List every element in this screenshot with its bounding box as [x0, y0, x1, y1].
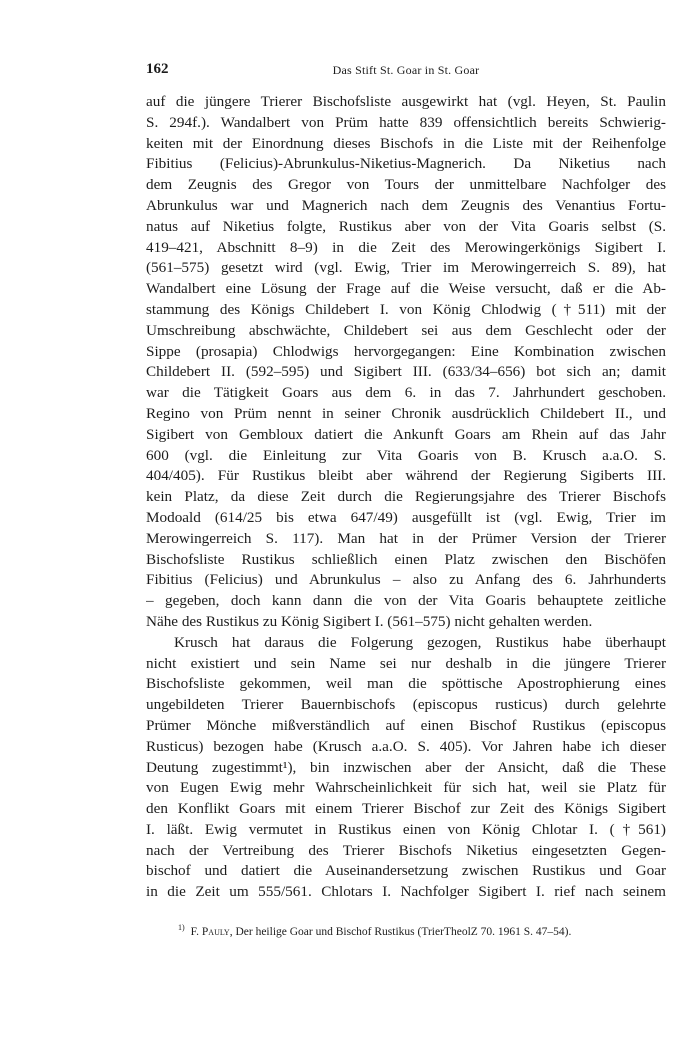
page-header [146, 61, 666, 81]
text-line: dem Zeugnis des Gregor von Tours der unmittelbare Nachfolger des [146, 176, 666, 194]
text-line: Rusticus) bezogen habe (Krusch a.a.O. S. 405). Vor Jahren habe ich dieser [146, 737, 666, 755]
text-line: Bischofsliste Rustikus schließlich einen Platz zwischen den Bischöfen [146, 550, 666, 568]
footnote-text: , Der heilige Goar und Bischof Rustikus (TrierTheolZ 70. 1961 S. 47–54). [229, 925, 572, 938]
text-line: 404/405). Für Rustikus bleibt aber während der Regierung Sigiberts III. [146, 467, 666, 485]
text-line: 419–421, Abschnitt 8–9) in die Zeit des Merowingerkönigs Sigibert I. [146, 238, 666, 256]
footnote [146, 920, 666, 940]
text-line: 600 (vgl. die Einleitung zur Vita Goaris von B. Krusch a.a.O. S. [146, 446, 666, 464]
text-line: keiten mit der Einordnung dieses Bischofs in die Liste mit der Reihenfolge [146, 134, 666, 152]
text-line: S. 294f.). Wandalbert von Prüm hatte 839 offensichtlich bereits Schwierig- [146, 113, 666, 131]
text-line: Bischofsliste gekommen, weil man die spöttische Apostrophierung eines [146, 675, 666, 693]
text-line: Sigibert von Gembloux datiert die Ankunft Goars am Rhein auf das Jahr [146, 425, 666, 443]
text-line: Wandalbert eine Lösung der Frage auf die Weise versucht, daß er die Ab- [146, 280, 666, 298]
text-line: (561–575) gesetzt wird (vgl. Ewig, Trier im Merowingerreich S. 89), hat [146, 259, 666, 277]
text-line: I. läßt. Ewig vermutet in Rustikus einen von König Chlotar I. (†561) [146, 820, 666, 838]
text-line: Regino von Prüm nennt in seiner Chronik ausdrücklich Childebert II., und [146, 404, 666, 422]
text-line: Fibitius (Felicius) und Abrunkulus – also zu Anfang des 6. Jahrhunderts [146, 571, 666, 589]
text-line: Deutung zugestimmt¹), bin inzwischen aber der Ansicht, daß die These [146, 758, 666, 776]
text-line: nicht existiert und sein Name sei nur deshalb in die jüngere Trierer [146, 654, 666, 672]
text-line: nach der Vertreibung des Trierer Bischofs Niketius eingesetzten Gegen- [146, 841, 666, 859]
text-line: Prümer Mönche mißverständlich auf einen Bischof Rustikus (episcopus [146, 716, 666, 734]
text-line: stammung des Königs Childebert I. von König Chlodwig (†511) mit der [146, 300, 666, 318]
text-line: Modoald (614/25 bis etwa 647/49) ausgefüllt ist (vgl. Ewig, Trier im [146, 508, 666, 526]
text-line: Merowingerreich S. 117). Man hat in der Prümer Version der Trierer [146, 529, 666, 547]
running-title: Das Stift St. Goar in St. Goar [332, 63, 480, 77]
text-line: Abrunkulus war und Magnerich nach dem Zeugnis des Venantius Fortu- [146, 196, 666, 214]
text-line: Childebert II. (592–595) und Sigibert III. (633/34–656) bot sich an; damit [146, 363, 666, 381]
text-line: Umschreibung abschwächte, Childebert sei aus dem Geschlecht oder der [146, 321, 666, 339]
text-line: Sippe (prosapia) Chlodwigs hervorgegangen: Eine Kombination zwischen [146, 342, 666, 360]
footnote-marker: 1) [178, 923, 185, 932]
text-line: in die Zeit um 555/561. Chlotars I. Nachfolger Sigibert I. rief nach seinem [146, 883, 666, 901]
text-line: war die Tätigkeit Goars aus dem 6. in das 7. Jahrhundert geschoben. [146, 384, 666, 402]
footnote-author: F. Pauly [190, 925, 230, 938]
text-line: Fibitius (Felicius)-Abrunkulus-Niketius-Magnerich. Da Niketius nach [146, 155, 666, 173]
text-line: von Eugen Ewig mehr Wahrscheinlichkeit für sich hat, weil sie Platz für [146, 779, 666, 797]
text-line: kein Platz, da diese Zeit durch die Regierungsjahre des Trierer Bischofs [146, 488, 666, 506]
text-line: ungebildeten Trierer Bauernbischofs (episcopus rusticus) durch gelehrte [146, 696, 666, 714]
body-text [146, 92, 666, 903]
text-line: auf die jüngere Trierer Bischofsliste ausgewirkt hat (vgl. Heyen, St. Paulin [146, 93, 666, 110]
page-number: 162 [146, 61, 169, 77]
text-line: den Konflikt Goars mit einem Trierer Bischof zur Zeit des Königs Sigibert [146, 800, 666, 818]
text-line: Krusch hat daraus die Folgerung gezogen, Rustikus habe überhaupt [174, 633, 666, 651]
text-line: natus auf Niketius folgte, Rustikus aber von der Vita Goaris selbst (S. [146, 217, 666, 235]
text-line: – gegeben, doch kann dann die von der Vita Goaris behauptete zeitliche [146, 592, 666, 610]
text-line: bischof und datiert die Auseinandersetzung zwischen Rustikus und Goar [146, 862, 666, 880]
text-line: Nähe des Rustikus zu König Sigibert I. (561–575) nicht gehalten werden. [146, 612, 593, 630]
